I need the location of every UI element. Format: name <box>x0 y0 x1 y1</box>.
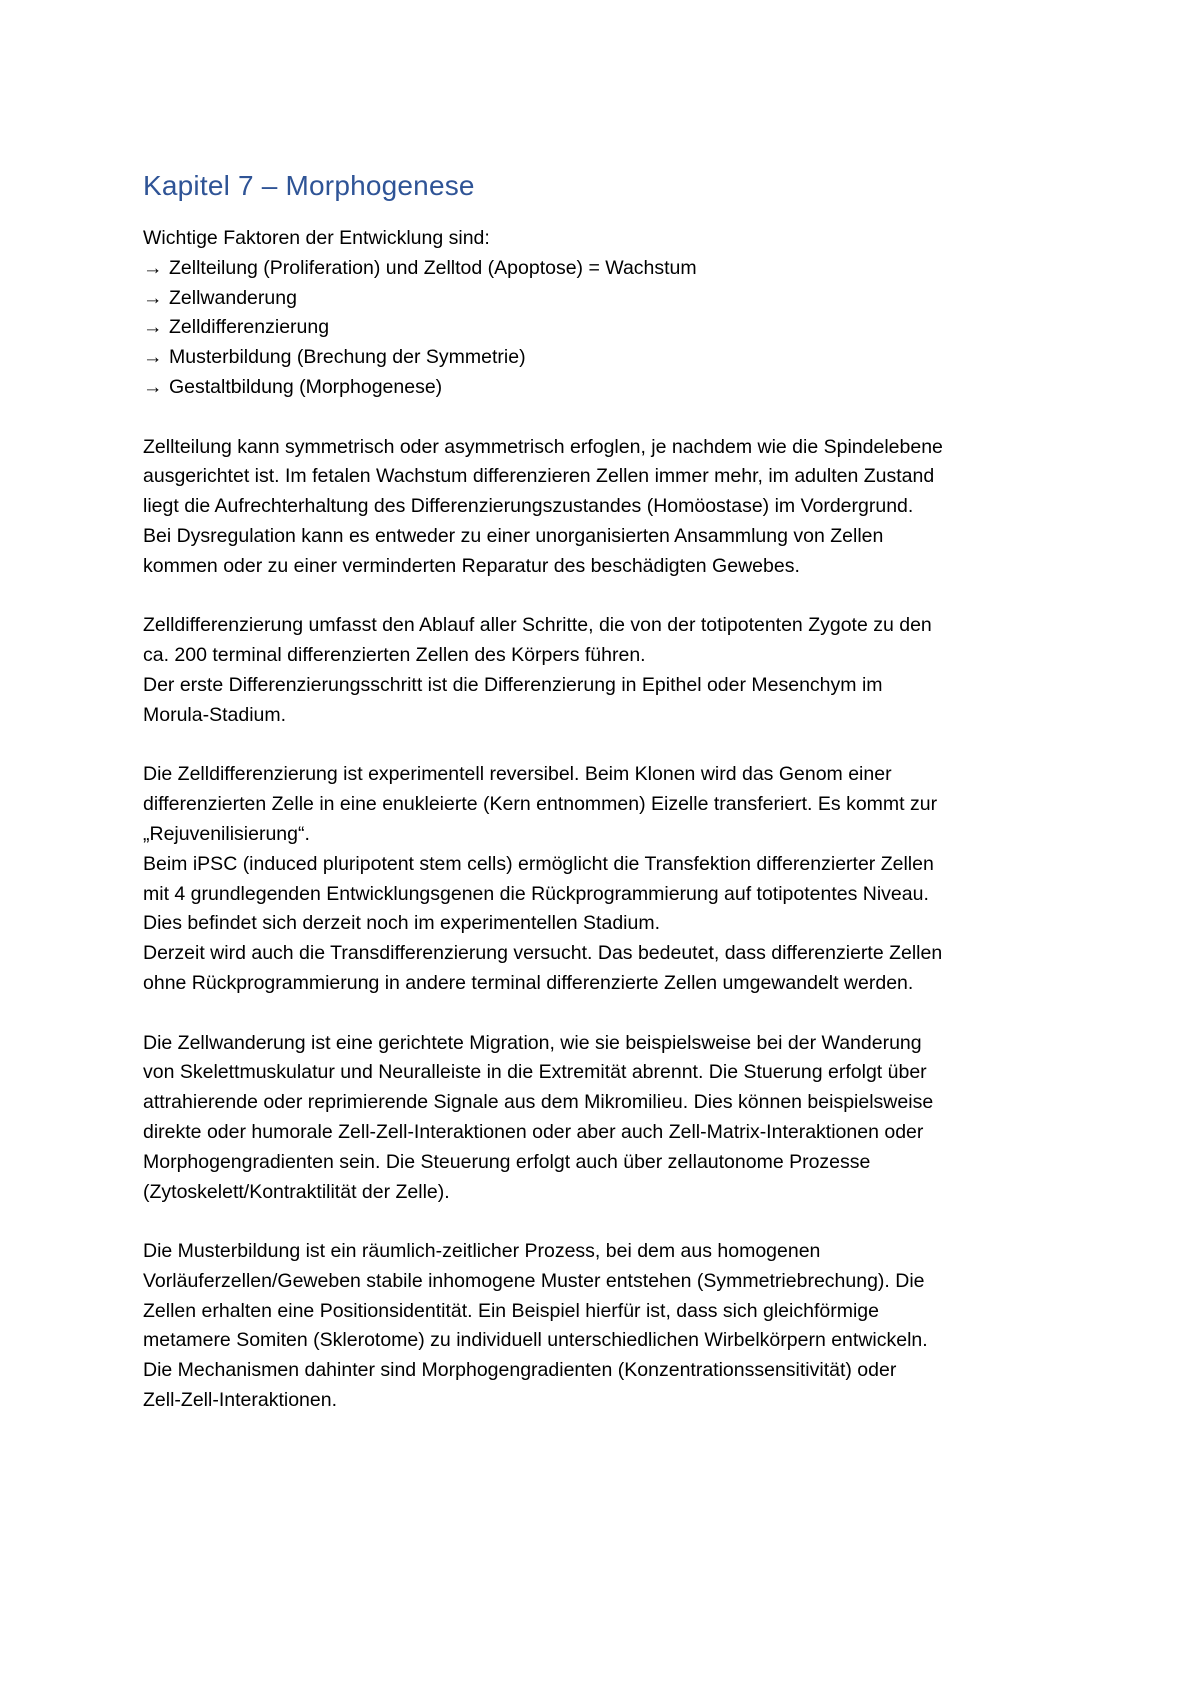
paragraph-spacer <box>143 1207 1073 1237</box>
text-line: Zellen erhalten eine Positionsidentität. Ein Beispiel hierfür ist, dass sich gleichförmige <box>143 1299 879 1322</box>
text-line: attrahierende oder reprimierende Signale aus dem Mikromilieu. Dies können beispielsweise <box>143 1091 934 1114</box>
paragraph-spacer <box>143 999 1073 1029</box>
text-line: Bei Dysregulation kann es entweder zu einer unorganisierten Ansammlung von Zellen <box>143 524 884 547</box>
text-line: Die Zellwanderung ist eine gerichtete Migration, wie sie beispielsweise bei der Wanderung <box>143 1031 922 1054</box>
paragraph-reversibility <box>143 760 1073 998</box>
arrow-right-icon: → <box>143 286 163 309</box>
document-body <box>143 168 1073 1416</box>
paragraph-spacer <box>143 403 1073 433</box>
list-item-text: Musterbildung (Brechung der Symmetrie) <box>169 346 526 369</box>
text-line: Zell-Zell-Interaktionen. <box>143 1389 337 1412</box>
text-line: Dies befindet sich derzeit noch im experimentellen Stadium. <box>143 912 661 935</box>
paragraph-migration <box>143 1029 1073 1208</box>
factor-list <box>143 254 1073 403</box>
text-line: von Skelettmuskulatur und Neuralleiste in die Extremität abrennt. Die Stuerung erfolgt über <box>143 1061 927 1084</box>
paragraph-differentiation <box>143 611 1073 730</box>
text-line: mit 4 grundlegenden Entwicklungsgenen die Rückprogrammierung auf totipotentes Niveau. <box>143 882 929 905</box>
paragraph-pattern-formation <box>143 1237 1073 1416</box>
list-item-text: Gestaltbildung (Morphogenese) <box>169 375 443 398</box>
list-item <box>143 373 1073 403</box>
paragraph-spacer <box>143 731 1073 761</box>
text-line: Der erste Differenzierungsschritt ist die Differenzierung in Epithel oder Mesenchym im <box>143 673 883 696</box>
page-title: Kapitel 7 – Morphogenese <box>143 170 475 201</box>
text-line: liegt die Aufrechterhaltung des Differenzierungszustandes (Homöostase) im Vordergrund. <box>143 495 914 518</box>
arrow-right-icon: → <box>143 316 163 339</box>
text-line: Derzeit wird auch die Transdifferenzierung versucht. Das bedeutet, dass differenzierte Zellen <box>143 942 943 965</box>
list-item-text: Zellteilung (Proliferation) und Zelltod (Apoptose) = Wachstum <box>169 256 697 279</box>
text-line: Zellteilung kann symmetrisch oder asymmetrisch erfoglen, je nachdem wie die Spindelebene <box>143 435 943 458</box>
arrow-right-icon: → <box>143 256 163 279</box>
list-item-text: Zellwanderung <box>169 286 297 309</box>
intro-line: Wichtige Faktoren der Entwicklung sind: <box>143 227 490 249</box>
text-line: ohne Rückprogrammierung in andere terminal differenzierte Zellen umgewandelt werden. <box>143 971 914 994</box>
text-line: Beim iPSC (induced pluripotent stem cells) ermöglicht die Transfektion differenzierter Zellen <box>143 852 934 875</box>
arrow-right-icon: → <box>143 346 163 369</box>
list-item <box>143 254 1073 284</box>
list-item <box>143 284 1073 314</box>
list-item <box>143 343 1073 373</box>
text-line: Morula-Stadium. <box>143 703 287 726</box>
paragraph-spacer <box>143 582 1073 612</box>
list-item <box>143 313 1073 343</box>
text-line: kommen oder zu einer verminderten Reparatur des beschädigten Gewebes. <box>143 554 800 577</box>
paragraph-cell-division <box>143 433 1073 582</box>
text-line: (Zytoskelett/Kontraktilität der Zelle). <box>143 1180 450 1203</box>
text-line: Vorläuferzellen/Geweben stabile inhomogene Muster entstehen (Symmetriebrechung). Die <box>143 1269 925 1292</box>
text-line: ausgerichtet ist. Im fetalen Wachstum differenzieren Zellen immer mehr, im adulten Zustand <box>143 465 935 488</box>
text-line: Die Zelldifferenzierung ist experimentell reversibel. Beim Klonen wird das Genom einer <box>143 763 892 786</box>
arrow-right-icon: → <box>143 375 163 398</box>
text-line: Die Musterbildung ist ein räumlich-zeitlicher Prozess, bei dem aus homogenen <box>143 1240 821 1263</box>
text-line: Zelldifferenzierung umfasst den Ablauf aller Schritte, die von der totipotenten Zygote zu den <box>143 614 932 637</box>
text-line: ca. 200 terminal differenzierten Zellen des Körpers führen. <box>143 644 646 667</box>
text-line: Morphogengradienten sein. Die Steuerung erfolgt auch über zellautonome Prozesse <box>143 1150 871 1173</box>
text-line: „Rejuvenilisierung“. <box>143 822 310 845</box>
list-item-text: Zelldifferenzierung <box>169 316 330 339</box>
text-line: Die Mechanismen dahinter sind Morphogengradienten (Konzentrationssensitivität) oder <box>143 1359 897 1382</box>
text-line: differenzierten Zelle in eine enukleierte (Kern entnommen) Eizelle transferiert. Es kommt zur <box>143 793 938 816</box>
text-line: direkte oder humorale Zell-Zell-Interaktionen oder aber auch Zell-Matrix-Interaktionen oder <box>143 1120 924 1143</box>
text-line: metamere Somiten (Sklerotome) zu individuell unterschiedlichen Wirbelkörpern entwickeln. <box>143 1329 928 1352</box>
